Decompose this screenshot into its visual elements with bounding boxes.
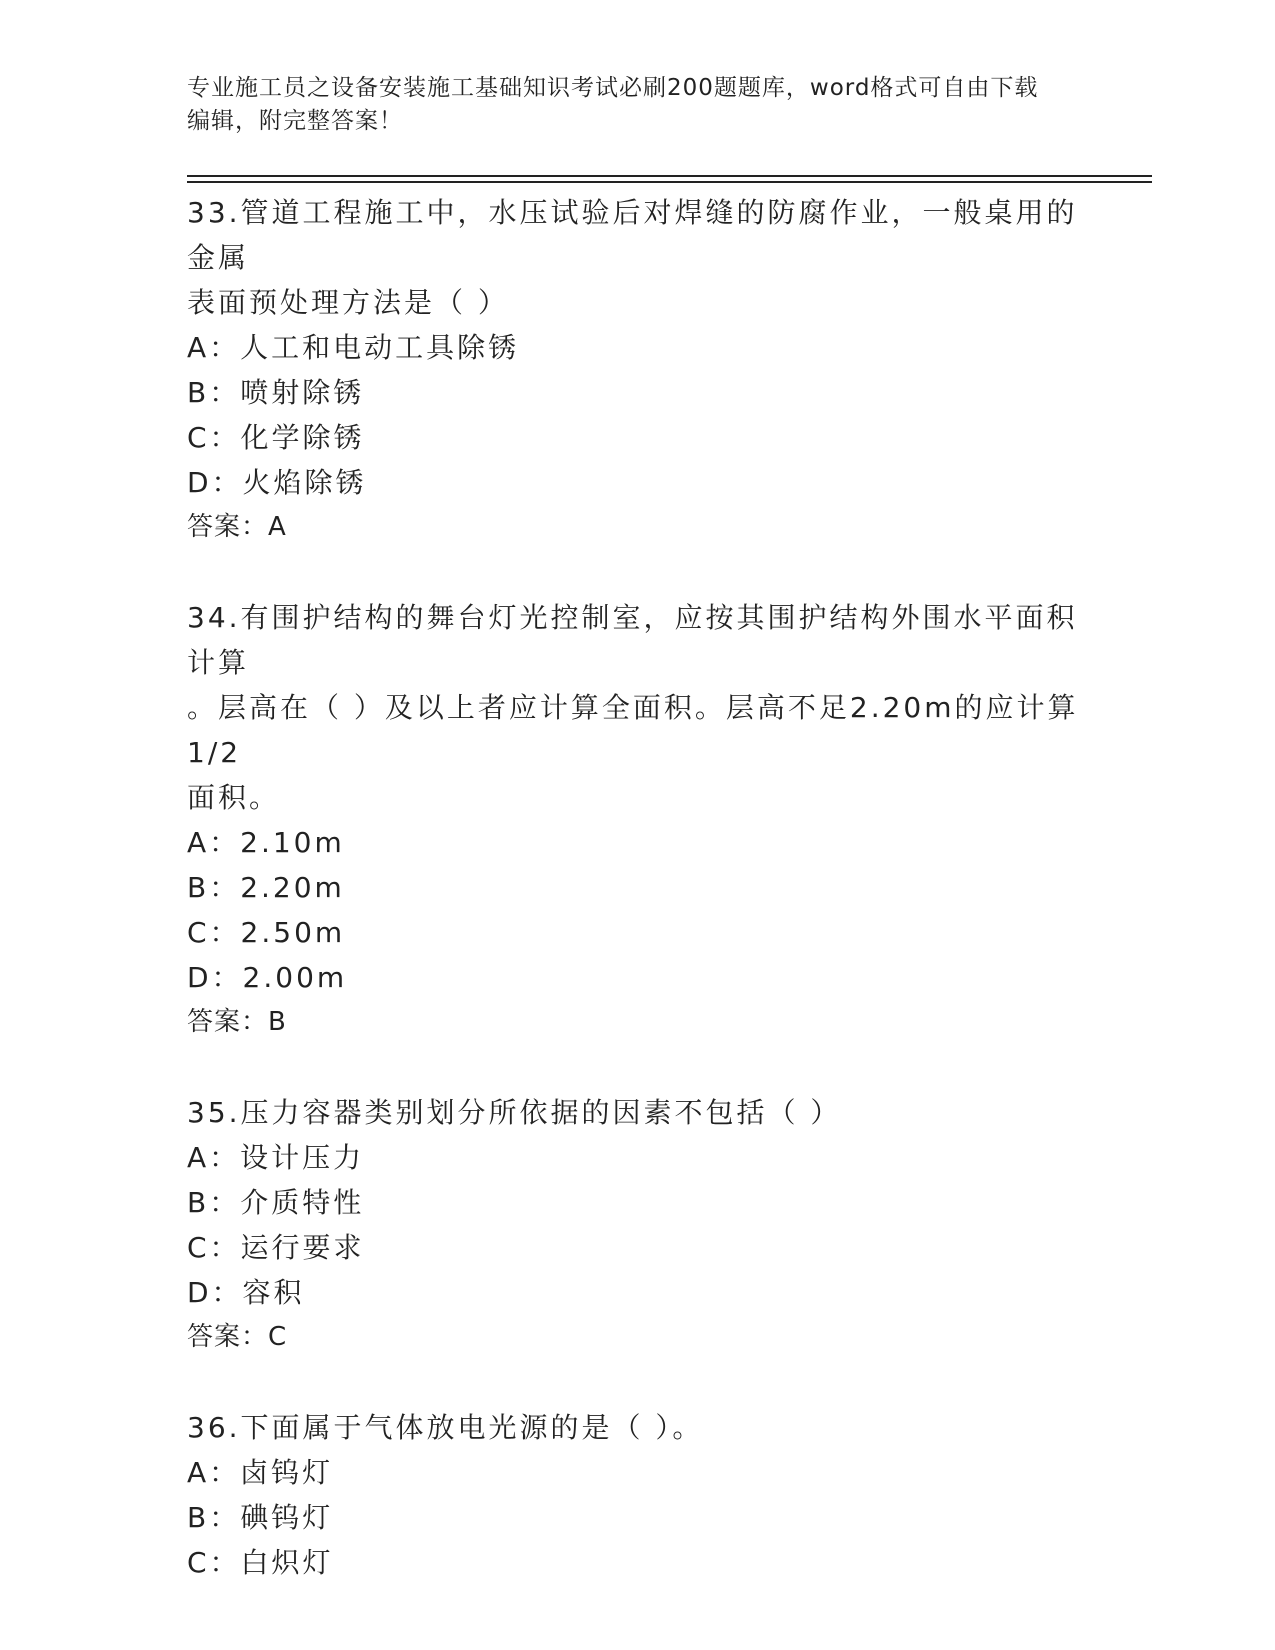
option-a: A：人工和电动工具除锈: [187, 331, 520, 364]
question-text: 35.压力容器类别划分所依据的因素不包括（ ）: [187, 1096, 842, 1129]
question-36: [187, 1405, 1087, 1585]
answer: 答案：A: [187, 512, 287, 542]
option-b: B：介质特性: [187, 1186, 365, 1219]
question-text: 36.下面属于气体放电光源的是（ ）。: [187, 1411, 704, 1444]
answer: 答案：B: [187, 1007, 287, 1037]
option-d: D：2.00m: [187, 961, 348, 994]
option-a: A：卤钨灯: [187, 1456, 334, 1489]
option-a: A：设计压力: [187, 1141, 365, 1174]
option-c: C：化学除锈: [187, 421, 365, 454]
option-b: B：喷射除锈: [187, 376, 365, 409]
header-divider-top: [187, 175, 1152, 177]
question-list: [187, 190, 1087, 1630]
question-33: [187, 190, 1087, 550]
header-divider-bottom: [187, 181, 1152, 183]
document-header: [187, 72, 1087, 138]
question-text: 34.有围护结构的舞台灯光控制室，应按其围护结构外围水平面积计算 。层高在（ ）及以上者应计算全面积。层高不足2.20m的应计算1/2 面积。: [187, 601, 1079, 814]
option-c: C：白炽灯: [187, 1546, 334, 1579]
option-b: B：碘钨灯: [187, 1501, 334, 1534]
option-a: A：2.10m: [187, 826, 345, 859]
option-d: D：火焰除锈: [187, 466, 367, 499]
option-b: B：2.20m: [187, 871, 345, 904]
option-d: D：容积: [187, 1276, 305, 1309]
option-c: C：2.50m: [187, 916, 346, 949]
header-line-2: 编辑，附完整答案！: [187, 108, 403, 134]
option-c: C：运行要求: [187, 1231, 365, 1264]
answer: 答案：C: [187, 1322, 288, 1352]
question-34: [187, 595, 1087, 1045]
question-35: [187, 1090, 1087, 1360]
header-line-1: 专业施工员之设备安装施工基础知识考试必刷200题题库，word格式可自由下载: [187, 75, 1039, 101]
question-text: 33.管道工程施工中，水压试验后对焊缝的防腐作业，一般桌用的金属 表面预处理方法是（ ）: [187, 196, 1078, 319]
